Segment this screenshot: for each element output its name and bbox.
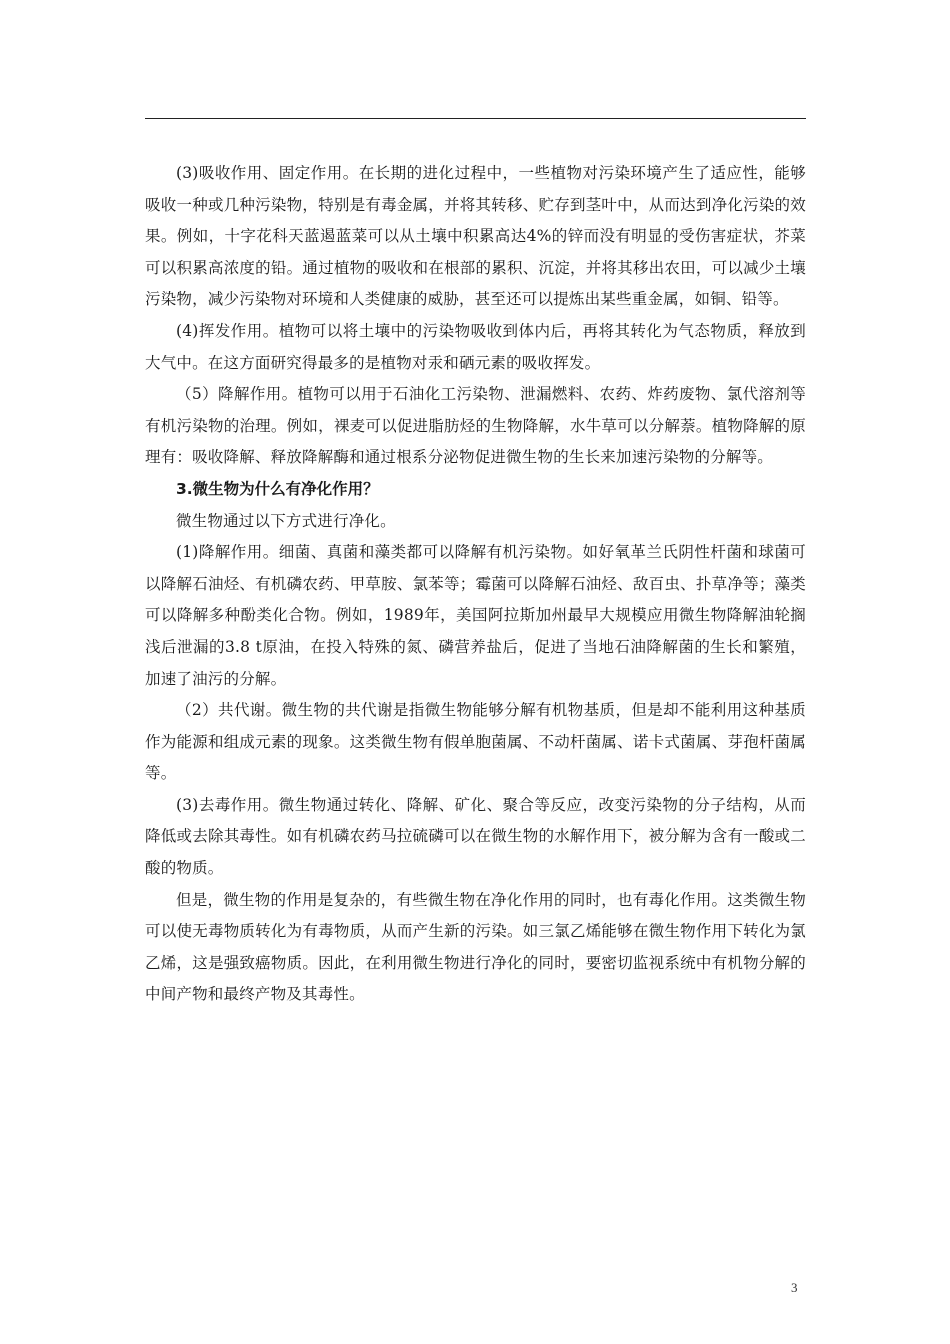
paragraph-cometabolism: （2）共代谢。微生物的共代谢是指微生物能够分解有机物基质，但是却不能利用这种基质作为能源和组成元素的现象。这类微生物有假单胞菌属、不动杆菌属、诺卡式菌属、芽孢杆菌属等。 <box>145 701 806 783</box>
paragraph-absorption: (3)吸收作用、固定作用。在长期的进化过程中，一些植物对污染环境产生了适应性，能够吸收一种或几种污染物，特别是有毒金属，并将其转移、贮存到茎叶中，从而达到净化污染的效果。例如，十字花科天蓝遏蓝菜可以从土壤中积累高达4%的锌而没有明显的受伤害症状，芥菜可以积累高浓度的铅。通过植物的吸收和在根部的累积、沉淀，并将其移出农田，可以减少土壤污染物，减少污染物对环境和人类健康的威胁，甚至还可以提炼出某些重金属，如铜、铅等。 <box>145 164 806 309</box>
paragraph-volatilization: (4)挥发作用。植物可以将土壤中的污染物吸收到体内后，再将其转化为气态物质，释放到大气中。在这方面研究得最多的是植物对汞和硒元素的吸收挥发。 <box>145 321 806 372</box>
paragraph-toxification: 但是，微生物的作用是复杂的，有些微生物在净化作用的同时，也有毒化作用。这类微生物可以使无毒物质转化为有毒物质，从而产生新的污染。如三氯乙烯能够在微生物作用下转化为氯乙烯，这是强致癌物质。因此，在利用微生物进行净化的同时，要密切监视系统中有机物分解的中间产物和最终产物及其毒性。 <box>145 890 806 1004</box>
section-heading: 3.微生物为什么有净化作用？ <box>176 479 379 498</box>
page-number: 3 <box>791 1280 798 1295</box>
paragraph-microbe-degradation: (1)降解作用。细菌、真菌和藻类都可以降解有机污染物。如好氧革兰氏阴性杆菌和球菌可以降解石油烃、有机磷农药、甲草胺、氯苯等；霉菌可以降解石油烃、敌百虫、扑草净等；藻类可以降解多种酚类化合物。例如，1989年，美国阿拉斯加州最早大规模应用微生物降解油轮搁浅后泄漏的3.8 t原油，在投入特殊的氮、磷营养盐后，促进了当地石油降解菌的生长和繁殖，加速了油污的分解。 <box>145 543 806 688</box>
paragraph-plant-degradation: （5）降解作用。植物可以用于石油化工污染物、泄漏燃料、农药、炸药废物、氯代溶剂等有机污染物的治理。例如，裸麦可以促进脂肪烃的生物降解，水牛草可以分解萘。植物降解的原理有：吸收降解、释放降解酶和通过根系分泌物促进微生物的生长来加速污染物的分解等。 <box>145 385 806 467</box>
paragraph-intro: 微生物通过以下方式进行净化。 <box>176 511 396 530</box>
paragraph-detox: (3)去毒作用。微生物通过转化、降解、矿化、聚合等反应，改变污染物的分子结构，从而降低或去除其毒性。如有机磷农药马拉硫磷可以在微生物的水解作用下，被分解为含有一酸或二酸的物质。 <box>145 795 806 878</box>
header-rule <box>145 118 806 119</box>
document-body <box>145 158 806 1011</box>
